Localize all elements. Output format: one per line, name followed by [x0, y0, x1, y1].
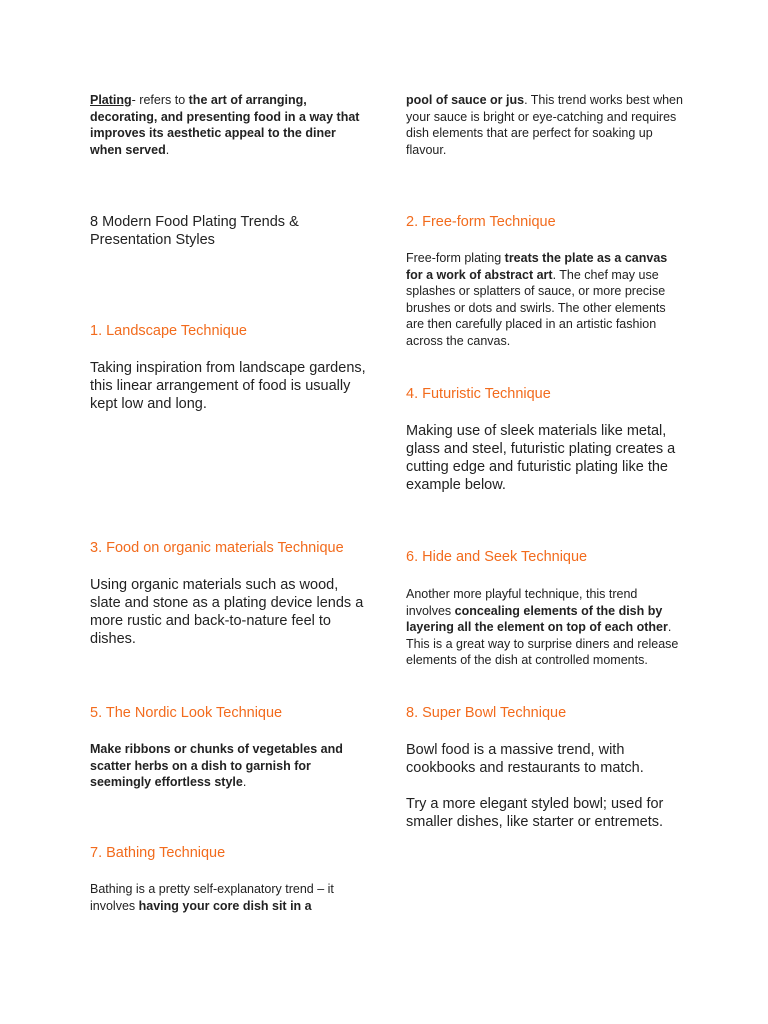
intro-paragraph: Plating- refers to the art of arranging, decorating, and presenting food in a way that improves its aesthetic appeal to the diner when served.: [90, 93, 360, 157]
heading-organic-materials-technique: 3. Food on organic materials Technique: [90, 540, 344, 556]
organic-materials-text: Using organic materials such as wood, slate and stone as a plating device lends a more rustic and back-to-nature feel to dishes.: [90, 577, 364, 647]
plating-definition: the art of arranging, decorating, and presenting food in a way that improves its aesthetic appeal to the diner when served: [90, 93, 360, 157]
heading-hide-and-seek-technique: 6. Hide and Seek Technique: [406, 549, 588, 565]
heading-free-form-technique: 2. Free-form Technique: [406, 214, 556, 230]
heading-bathing-technique: 7. Bathing Technique: [90, 845, 226, 861]
heading-landscape-technique: 1. Landscape Technique: [90, 323, 247, 339]
super-bowl-text-2: Try a more elegant styled bowl; used for smaller dishes, like starter or entremets.: [406, 796, 664, 830]
document-title: 8 Modern Food Plating Trends & Presentation Styles: [90, 214, 299, 248]
bathing-text: Bathing is a pretty self-explanatory trend – it involves having your core dish sit in a: [90, 882, 334, 913]
nordic-look-text: Make ribbons or chunks of vegetables and scatter herbs on a dish to garnish for seemingly effortless style.: [90, 742, 343, 789]
plating-term: Plating: [90, 93, 132, 107]
heading-super-bowl-technique: 8. Super Bowl Technique: [406, 705, 567, 721]
landscape-technique-text: Taking inspiration from landscape gardens, this linear arrangement of food is usually kept low and long.: [90, 360, 366, 412]
free-form-text: Free-form plating treats the plate as a canvas for a work of abstract art. The chef may use splashes or splatters of sauce, or more precise brushes or dots and swirls. The other elements are then carefully placed in an artistic fashion across the canvas.: [406, 251, 668, 348]
hide-and-seek-text: Another more playful technique, this trend involves concealing elements of the dish by layering all the element on top of each other. This is a great way to surprise diners and release elements of the dish at controlled moments.: [406, 587, 679, 667]
futuristic-technique-text: Making use of sleek materials like metal, glass and steel, futuristic plating creates a cutting edge and futuristic plating like the example below.: [406, 423, 676, 493]
heading-futuristic-technique: 4. Futuristic Technique: [406, 386, 551, 402]
bathing-text-continued: pool of sauce or jus. This trend works best when your sauce is bright or eye-catching and requires dish elements that are perfect for soaking up flavour.: [406, 93, 683, 157]
heading-nordic-look-technique: 5. The Nordic Look Technique: [90, 705, 283, 721]
super-bowl-text-1: Bowl food is a massive trend, with cookbooks and restaurants to match.: [406, 742, 644, 776]
